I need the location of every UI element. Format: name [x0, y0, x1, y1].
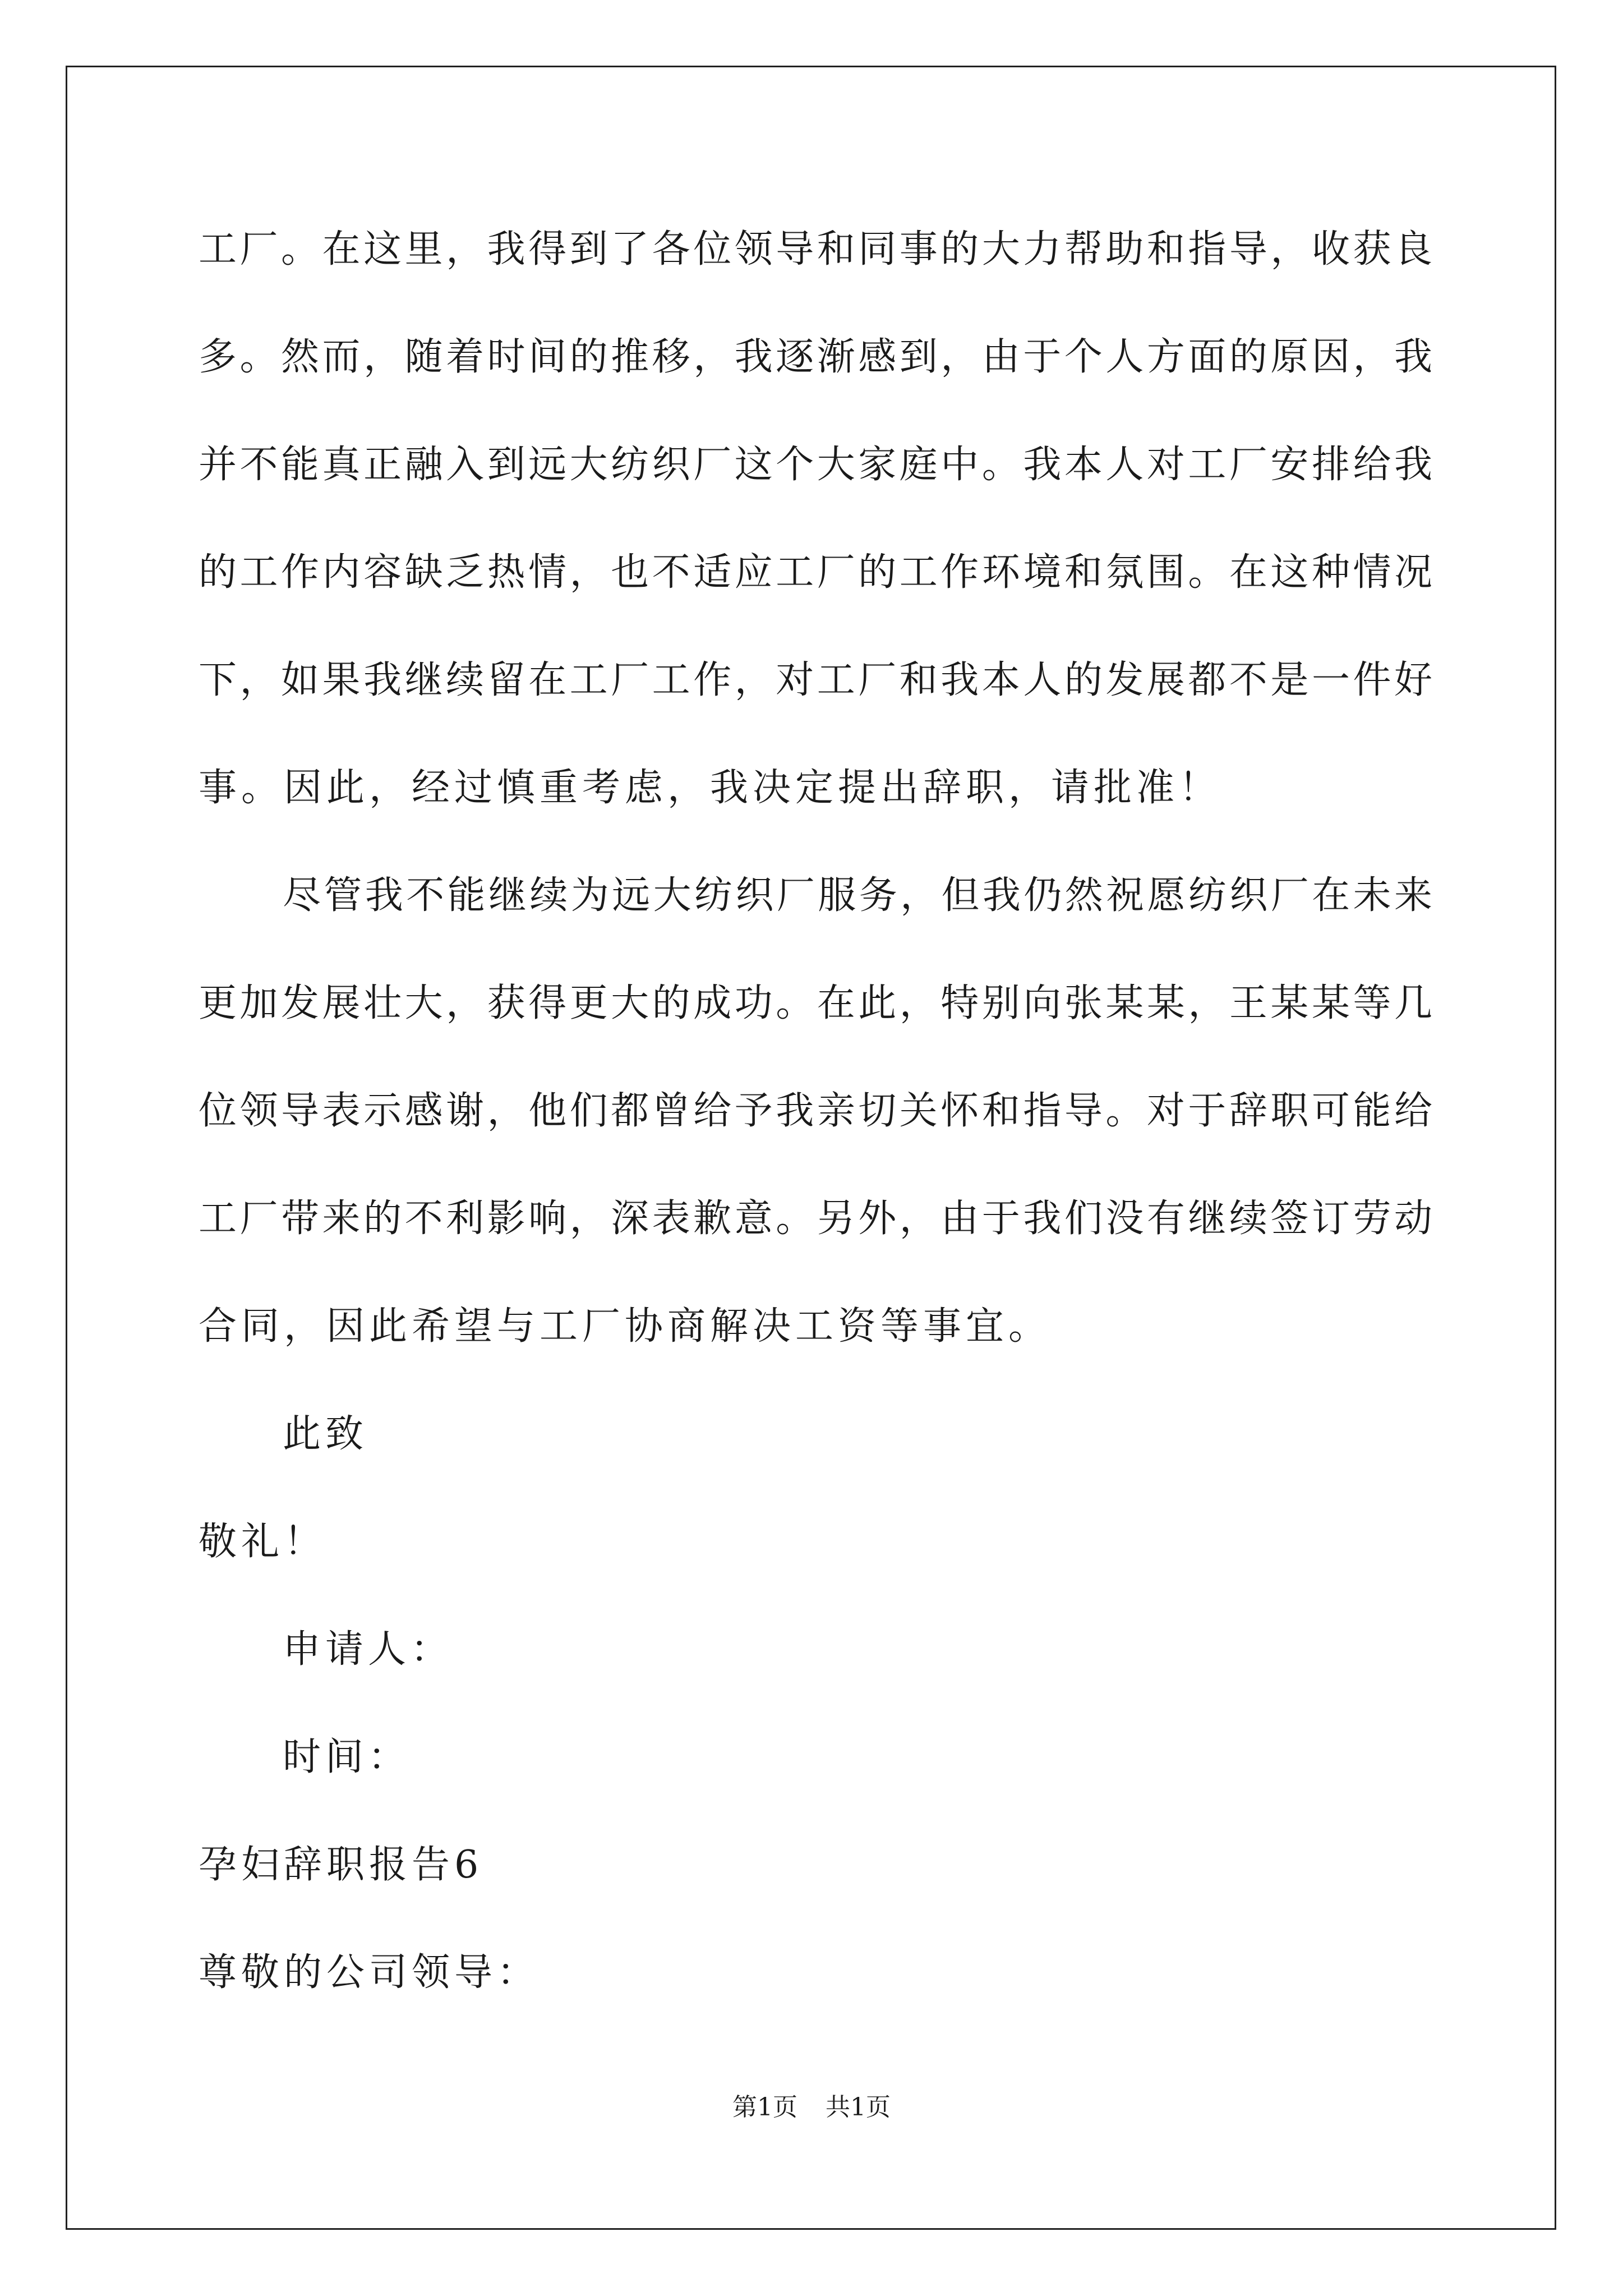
text-line: 并不能真正融入到远大纺织厂这个大家庭中。我本人对工厂安排给我 [199, 443, 1432, 487]
text-line: 事。因此，经过慎重考虑，我决定提出辞职，请批准！ [199, 766, 1222, 810]
page-footer [0, 2087, 1623, 2123]
text-line: 多。然而，随着时间的推移，我逐渐感到，由于个人方面的原因，我 [199, 335, 1432, 379]
text-line: 更加发展壮大，获得更大的成功。在此，特别向张某某，王某某等几 [199, 981, 1432, 1025]
page-number-total: 共1页 [826, 2093, 891, 2122]
text-line: 孕妇辞职报告6 [199, 1843, 483, 1887]
text-line: 申请人： [283, 1627, 454, 1672]
text-line: 尽管我不能继续为远大纺织厂服务，但我仍然祝愿纺织厂在未来 [283, 873, 1432, 918]
text-line: 敬礼！ [199, 1520, 327, 1564]
text-line: 尊敬的公司领导： [199, 1950, 540, 1995]
text-line: 位领导表示感谢，他们都曾给予我亲切关怀和指导。对于辞职可能给 [199, 1089, 1432, 1133]
document-body [199, 213, 1432, 2044]
text-line: 工厂。在这里，我得到了各位领导和同事的大力帮助和指导，收获良 [199, 227, 1432, 272]
text-line: 的工作内容缺乏热情，也不适应工厂的工作环境和氛围。在这种情况 [199, 550, 1432, 595]
text-line: 时间： [283, 1735, 411, 1779]
text-line: 工厂带来的不利影响，深表歉意。另外，由于我们没有继续签订劳动 [199, 1197, 1432, 1241]
text-line: 此致 [283, 1412, 368, 1456]
text-line: 下，如果我继续留在工厂工作，对工厂和我本人的发展都不是一件好 [199, 658, 1432, 702]
page-number-current: 第1页 [732, 2093, 797, 2122]
text-line: 合同，因此希望与工厂协商解决工资等事宜。 [199, 1304, 1052, 1349]
